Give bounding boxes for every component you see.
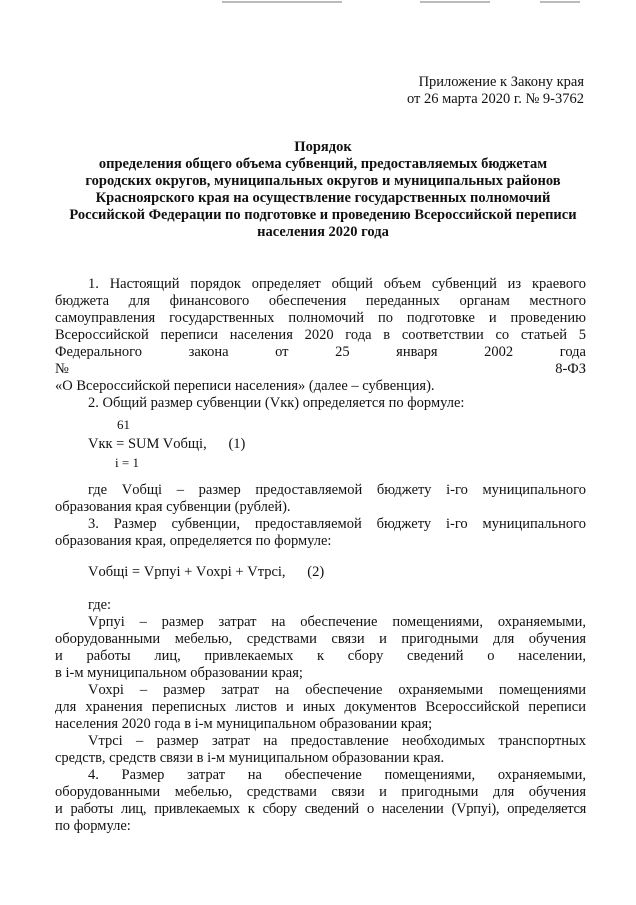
formula-1-expression: Vкк = SUM Vобщі, (1) [88, 436, 246, 452]
appendix-line-2: от 26 марта 2020 г. № 9-3762 [406, 91, 584, 107]
paragraph-5-line: по формуле: [55, 818, 131, 834]
document-body [55, 276, 586, 835]
definition-vtrs [55, 733, 586, 767]
paragraph-1 [55, 276, 586, 395]
paragraph-1-line: Всероссийской переписи населения 2020 года в соответствии со статьей 5 [55, 327, 586, 343]
title-line-4: Красноярского края на осуществление государственных полномочий [95, 190, 551, 206]
paragraph-1-line: «О Всероссийской переписи населения» (далее – субвенция). [55, 378, 435, 394]
definition-line: оборудованными мебелью, средствами связи и пригодными для обучения [55, 631, 586, 647]
formula-1 [55, 416, 586, 482]
definition-line: населения 2020 года в і-м муниципальном образовании края; [55, 716, 433, 732]
definition-vohr [55, 682, 586, 733]
paragraph-3-line: где Vобщі – размер предоставляемой бюджету і-го муниципального [88, 482, 586, 498]
title-line-3: городских округов, муниципальных округов и муниципальных районов [85, 173, 561, 189]
formula-1-upper-limit: 61 [117, 417, 130, 432]
definition-line: в і-м муниципальном образовании края; [55, 665, 303, 681]
title-line-5: Российской Федерации по подготовке и проведению Всероссийской переписи [69, 207, 577, 223]
definition-line: Vрпуі – размер затрат на обеспечение помещениями, охраняемыми, [88, 614, 586, 630]
paragraph-5-line: оборудованными мебелью, средствами связи и пригодными для обучения [55, 784, 586, 800]
definition-line: и работы лиц, привлекаемых к сбору сведений о населении, [55, 648, 586, 664]
document-title [60, 139, 586, 241]
paragraph-2: 2. Общий размер субвенции (Vкк) определяется по формуле: [88, 395, 465, 411]
title-line-2: определения общего объема субвенций, предоставляемых бюджетам [98, 156, 548, 172]
paragraph-4-line: образования края, определяется по формуле: [55, 533, 332, 549]
formula-2: Vобщі = Vрпуі + Vохрі + Vтрсі, (2) [88, 564, 325, 580]
paragraph-3 [55, 482, 586, 516]
definition-line: Vтрсі – размер затрат на предоставление необходимых транспортных [88, 733, 586, 749]
formula-1-lower-limit: і = 1 [115, 455, 139, 470]
paragraph-4 [55, 516, 586, 550]
definition-line: для хранения переписных листов и иных документов Всероссийской переписи [55, 699, 586, 715]
paragraph-5-line: 4. Размер затрат на обеспечение помещениями, охраняемыми, [88, 767, 586, 783]
paragraph-1-line: самоуправления государственных полномочий по подготовке и проведению [55, 310, 586, 326]
paragraph-3-line: образования края субвенции (рублей). [55, 499, 291, 515]
paragraph-1-line: 1. Настоящий порядок определяет общий объем субвенций из краевого [88, 276, 586, 292]
paragraph-5 [55, 767, 586, 835]
paragraph-4-line: 3. Размер субвенции, предоставляемой бюджету і-го муниципального [88, 516, 586, 532]
paragraph-1-line: бюджета для финансового обеспечения переданных органам местного [55, 293, 586, 309]
definition-vrpu [55, 614, 586, 682]
definition-line: Vохрі – размер затрат на обеспечение охраняемыми помещениями [88, 682, 586, 698]
where-label: где: [88, 597, 112, 613]
paragraph-1-line: Федерального закона от 25 января 2002 года № 8-ФЗ [55, 344, 586, 377]
appendix-line-1: Приложение к Закону края [418, 74, 584, 90]
appendix-header [407, 74, 584, 108]
definition-line: средств, средств связи в і-м муниципальном образовании края. [55, 750, 445, 766]
title-line-1: Порядок [294, 139, 352, 155]
paragraph-5-line: и работы лиц, привлекаемых к сбору сведений о населении (Vрпуі), определяется [55, 801, 586, 817]
scan-edge-artifact [0, 0, 636, 6]
title-line-6: населения 2020 года [257, 224, 389, 240]
